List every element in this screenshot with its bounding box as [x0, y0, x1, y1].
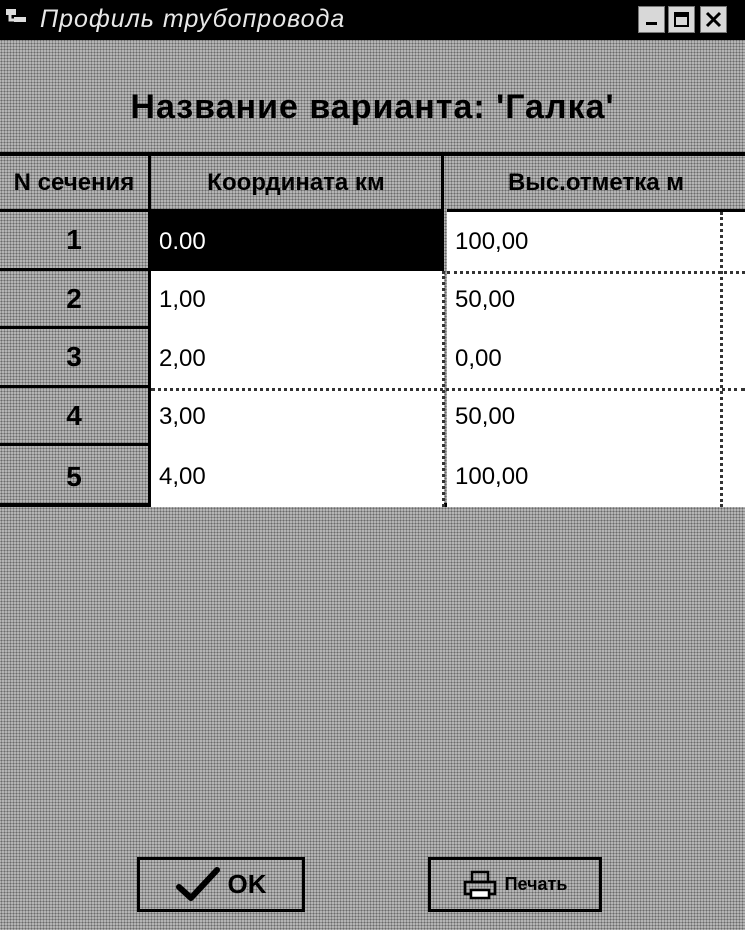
window-title: Профиль трубопровода	[40, 5, 346, 33]
minimize-icon	[644, 12, 659, 27]
row-number-5[interactable]: 5	[66, 460, 82, 492]
pipeline-app-icon	[4, 5, 30, 31]
column-header-elevation[interactable]: Выс.отметка м	[447, 156, 745, 212]
minimize-button[interactable]	[638, 6, 665, 33]
grid-line	[447, 271, 745, 274]
cell-coordinate-5[interactable]: 4,00	[151, 446, 444, 507]
maximize-button[interactable]	[668, 6, 695, 33]
print-button[interactable]	[428, 857, 602, 912]
grid-line	[442, 271, 445, 507]
cell-coordinate-1[interactable]: 0.00	[151, 212, 444, 271]
row-number-3[interactable]: 3	[0, 329, 148, 388]
print-button-label: Печать	[504, 874, 568, 894]
cell-coordinate-4[interactable]: 3,00	[151, 388, 444, 446]
cell-coordinate-3[interactable]: 2,00	[151, 329, 444, 388]
cell-elevation-2[interactable]: 50,00	[447, 271, 745, 329]
printer-icon	[463, 870, 497, 900]
cell-elevation-5[interactable]: 100,00	[447, 446, 745, 507]
grid-line	[720, 212, 723, 507]
profile-grid	[0, 152, 745, 507]
close-button[interactable]	[700, 6, 727, 33]
ok-button[interactable]	[137, 857, 305, 912]
grid-line	[151, 388, 745, 391]
column-header-section[interactable]: N сечения	[0, 156, 148, 212]
cell-coordinate-2[interactable]: 1,00	[151, 271, 444, 329]
cell-elevation-1[interactable]: 100,00	[447, 212, 745, 271]
close-icon	[705, 11, 722, 28]
column-header-coordinate[interactable]: Координата км	[151, 156, 444, 212]
ok-button-label: OK	[227, 869, 267, 899]
title-bar	[0, 0, 745, 40]
variant-title: Название варианта: 'Галка'	[130, 88, 615, 126]
row-number-4[interactable]: 4	[0, 388, 148, 446]
cell-elevation-3[interactable]: 0,00	[447, 329, 745, 388]
row-number-1[interactable]: 1	[0, 212, 148, 271]
row-number-2[interactable]: 2	[0, 271, 148, 329]
checkmark-icon	[176, 867, 220, 903]
maximize-icon	[673, 11, 690, 28]
cell-elevation-4[interactable]: 50,00	[447, 388, 745, 446]
